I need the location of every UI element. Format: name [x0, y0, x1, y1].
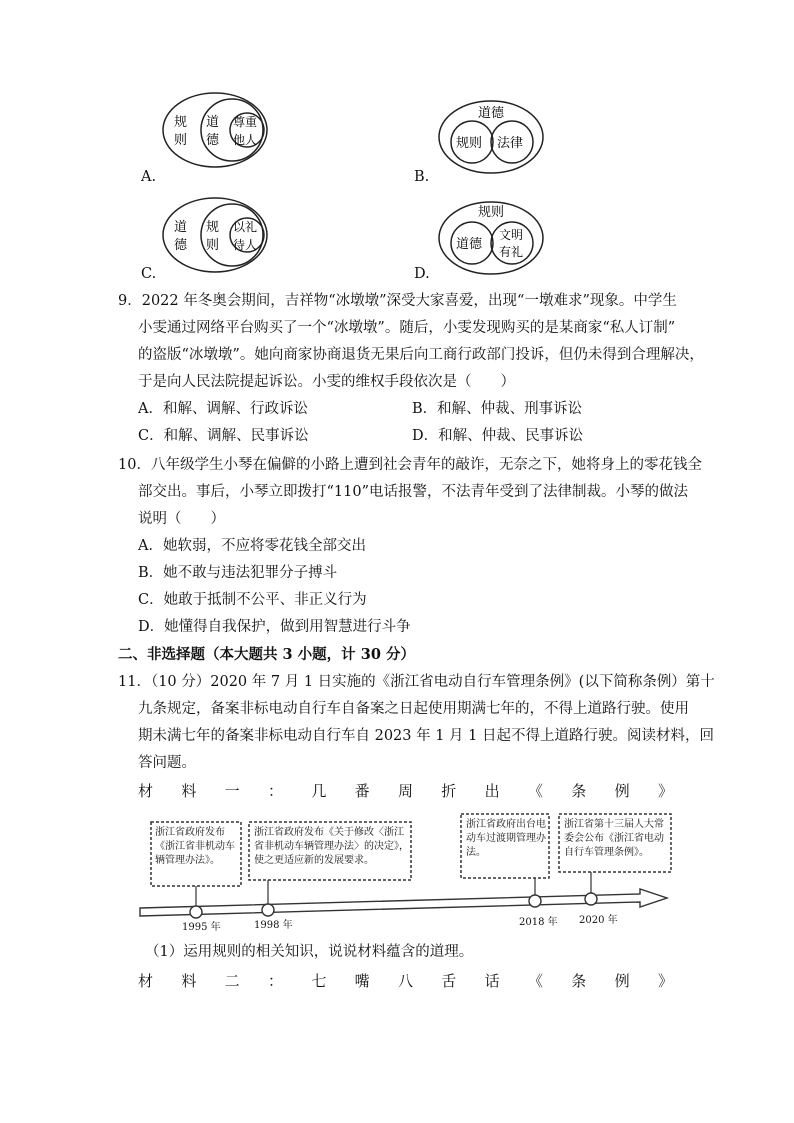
diagram-b-left: 规则 — [456, 136, 483, 151]
section-heading: 二、非选择题（本大题共 3 小题，计 30 分） — [118, 646, 415, 663]
q10-option-c: C．她敢于抵制不公平、非正义行为 — [138, 592, 367, 608]
q10-option-d: D．她懂得自我保护，做到用智慧进行斗争 — [138, 619, 411, 635]
diagram-a-inner-1: 尊重 — [233, 115, 258, 129]
diagram-b-right: 法律 — [497, 136, 524, 151]
svg-text:有礼: 有礼 — [499, 245, 524, 259]
diagram-a-middle-2: 德 — [206, 133, 220, 148]
diagram-b — [436, 95, 546, 175]
q10-line-1: 10．八年级学生小琴在偏僻的小路上遭到社会青年的敲诈，无奈之下，她将身上的零花钱全 — [118, 457, 702, 473]
q11-line-4: 答问题。 — [138, 755, 196, 771]
diagram-a — [160, 90, 270, 170]
timeline-box-2020: 浙江省第十三届人大常委会公布《浙江省电动自行车管理条例》。 — [564, 819, 664, 858]
q10-option-b: B．她不敢与违法犯罪分子搏斗 — [138, 565, 338, 581]
diagram-d-label: D. — [414, 266, 430, 282]
diagram-c-label: C. — [141, 266, 157, 282]
q9-line-2: 小雯通过网络平台购买了一个“冰墩墩”。随后，小雯发现购买的是某商家“私人订制” — [138, 320, 676, 336]
q9-option-d: D．和解、仲裁、民事诉讼 — [412, 428, 584, 444]
q10-option-a: A．她软弱，不应将零花钱全部交出 — [138, 538, 366, 554]
diagram-c — [160, 195, 270, 275]
diagram-a-outer-1: 规 — [174, 115, 188, 130]
material-1-heading: 材 料 一 ： 几 番 周 折 出 《 条 例 》 — [138, 782, 673, 800]
q10-line-2: 部交出。事后，小琴立即拨打“110”电话报警，不法青年受到了法律制裁。小琴的做法 — [138, 484, 688, 500]
timeline-box-1995: 浙江省政府发布《浙江省非机动车辆管理办法》。 — [155, 827, 235, 866]
timeline-box-2018: 浙江省政府出台电动车过渡期管理办法。 — [466, 819, 546, 858]
timeline-year-2018: 2018 年 — [519, 917, 558, 928]
q9-line-1: 9．2022 年冬奥会期间，吉祥物“冰墩墩”深受大家喜爱，出现“一墩难求”现象。中学生 — [118, 293, 677, 309]
svg-text:道: 道 — [174, 220, 188, 235]
q11-line-3: 期未满七年的备案非标电动自行车自 2023 年 1 月 1 日起不得上道路行驶。阅读材料，回 — [138, 728, 715, 744]
q9-line-3: 的盗版“冰墩墩”。她向商家协商退货无果后向工商行政部门投诉，但仍未得到合理解决， — [138, 347, 704, 363]
q9-line-4: 于是向人民法院提起诉讼。小雯的维权手段依次是（ ） — [138, 374, 515, 390]
diagram-a-middle-1: 道 — [206, 115, 220, 130]
q10-line-3: 说明（ ） — [138, 511, 225, 527]
diagram-b-label: B. — [414, 169, 430, 185]
svg-text:文明: 文明 — [499, 228, 524, 242]
q9-option-b: B．和解、仲裁、刑事诉讼 — [412, 401, 583, 417]
diagram-a-inner-2: 他人 — [233, 133, 258, 147]
svg-text:规: 规 — [206, 220, 220, 235]
q11-line-1: 11．（10 分）2020 年 7 月 1 日实施的《浙江省电动自行车管理条例》(以下简称条例）第十 — [118, 674, 715, 690]
svg-text:德: 德 — [174, 238, 188, 253]
svg-text:以礼: 以礼 — [233, 220, 258, 234]
svg-text:待人: 待人 — [233, 238, 258, 252]
q11-sub1: （1）运用规则的相关知识，说说材料蕴含的道理。 — [145, 944, 474, 960]
timeline-year-2020: 2020 年 — [579, 915, 618, 926]
q11-line-2: 九条规定，备案非标电动自行车自备案之日起使用期满七年的，不得上道路行驶。使用 — [138, 701, 689, 717]
q9-option-a: A．和解、调解、行政诉讼 — [138, 401, 308, 417]
svg-text:则: 则 — [206, 238, 220, 253]
diagram-d — [436, 198, 546, 278]
svg-text:规则: 规则 — [478, 205, 505, 220]
diagram-a-outer-2: 则 — [174, 133, 188, 148]
diagram-b-outer: 道德 — [478, 106, 505, 121]
timeline-year-1995: 1995 年 — [182, 922, 221, 933]
material-2-heading: 材 料 二 ： 七 嘴 八 舌 话 《 条 例 》 — [138, 972, 673, 990]
timeline-year-1998: 1998 年 — [254, 920, 293, 931]
timeline-box-1998: 浙江省政府发布《关于修改〈浙江省非机动车辆管理办法〉的决定》，使之更适应新的发展要求。 — [254, 827, 409, 866]
q9-option-c: C．和解、调解、民事诉讼 — [138, 428, 309, 444]
diagram-a-label: A. — [141, 169, 157, 185]
svg-text:道德: 道德 — [456, 237, 483, 252]
